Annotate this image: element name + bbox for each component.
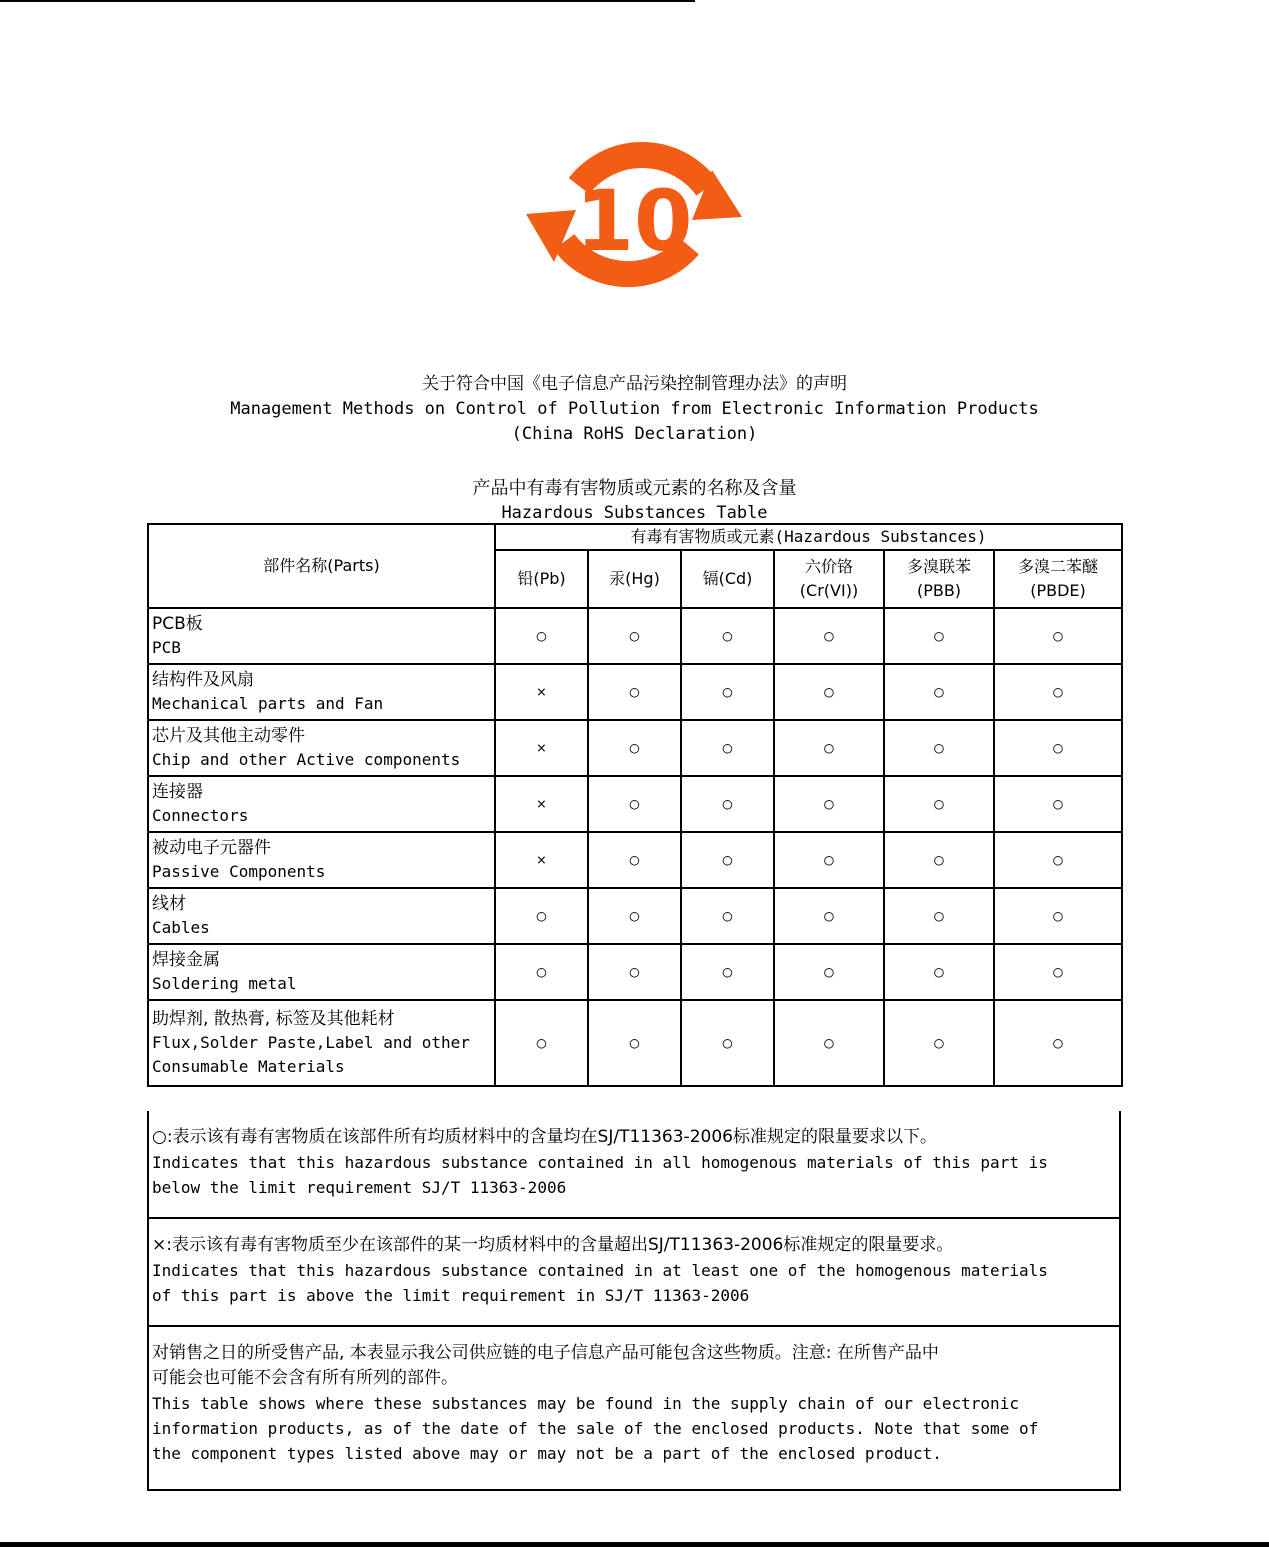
substance-header-5: [994, 550, 1122, 608]
substance-header-line1: 多溴联苯: [906, 557, 971, 576]
parts-column-header: 部件名称(Parts): [148, 524, 495, 608]
part-name-cn: 被动电子元器件: [152, 838, 271, 858]
note-supply-en-line2: information products, as of the date of the sale of the enclosed products. Note that some of: [152, 1419, 1039, 1438]
substance-mark: ×: [495, 832, 588, 888]
substance-header-3: [774, 550, 884, 608]
title-english: Management Methods on Control of Pollution from Electronic Information Products: [230, 399, 1039, 419]
substance-header-1: [588, 550, 681, 608]
substance-mark: ○: [588, 776, 681, 832]
logo-number: 10: [575, 172, 693, 270]
substance-mark: ○: [681, 832, 774, 888]
substance-mark: ○: [774, 888, 884, 944]
substance-mark: ○: [774, 664, 884, 720]
substance-header-line1: 铅(Pb): [517, 569, 566, 588]
substance-mark: ○: [588, 944, 681, 1000]
note-circle-en-line1: Indicates that this hazardous substance contained in all homogenous materials of this part is: [152, 1153, 1048, 1172]
substance-mark: ○: [994, 888, 1122, 944]
substance-header-4: [884, 550, 994, 608]
table-row: [148, 1000, 1122, 1086]
part-name-cell: [148, 720, 495, 776]
table-row: [148, 608, 1122, 664]
substance-mark: ○: [588, 664, 681, 720]
substance-mark: ○: [884, 776, 994, 832]
notes-section: [147, 1111, 1121, 1491]
table-row: [148, 888, 1122, 944]
substance-header-line2: (PBDE): [1030, 581, 1086, 600]
substance-header-line1: 六价铬: [804, 557, 853, 576]
note-cross-legend: [149, 1217, 1119, 1325]
substance-mark: ○: [774, 720, 884, 776]
substance-header-line1: 汞(Hg): [609, 569, 660, 588]
part-name-cn: 结构件及风扇: [152, 670, 254, 690]
substances-group-header: 有毒有害物质或元素(Hazardous Substances): [495, 524, 1122, 550]
substance-mark: ○: [994, 1000, 1122, 1086]
substance-mark: ○: [774, 1000, 884, 1086]
substance-mark: ○: [884, 888, 994, 944]
table-row: [148, 776, 1122, 832]
table-row: [148, 944, 1122, 1000]
title-chinese: 关于符合中国《电子信息产品污染控制管理办法》的声明: [422, 374, 847, 394]
substance-header-2: [681, 550, 774, 608]
note-circle-legend: [149, 1111, 1119, 1217]
substance-mark: ○: [884, 608, 994, 664]
part-name-cn: 助焊剂, 散热膏, 标签及其他耗材: [152, 1009, 395, 1029]
part-name-cn: 线材: [152, 894, 186, 914]
part-name-cn: 焊接金属: [152, 950, 220, 970]
table-row: [148, 720, 1122, 776]
note-cross-cn: ×:表示该有毒有害物质至少在该部件的某一均质材料中的含量超出SJ/T11363-2006标准规定的限量要求。: [152, 1235, 954, 1255]
part-name-en: PCB: [152, 638, 181, 657]
subtitle-english: (China RoHS Declaration): [511, 424, 758, 444]
substance-mark: ○: [495, 1000, 588, 1086]
substance-mark: ○: [588, 1000, 681, 1086]
part-name-cell: [148, 944, 495, 1000]
note-cross-en-line2: of this part is above the limit requirement in SJ/T 11363-2006: [152, 1286, 750, 1305]
substance-mark: ○: [495, 888, 588, 944]
substance-mark: ○: [681, 776, 774, 832]
rohs-10-year-logo: [524, 122, 744, 308]
substance-mark: ○: [774, 776, 884, 832]
note-supply-en-line3: the component types listed above may or may not be a part of the enclosed product.: [152, 1444, 942, 1463]
substance-mark: ×: [495, 776, 588, 832]
substance-mark: ○: [994, 720, 1122, 776]
substance-mark: ○: [681, 608, 774, 664]
part-name-en: Passive Components: [152, 862, 326, 881]
substance-mark: ○: [884, 720, 994, 776]
substance-header-line2: (PBB): [916, 581, 962, 600]
recycle-arrows-icon: [524, 122, 744, 308]
part-name-en: Chip and other Active components: [152, 750, 461, 769]
substance-header-line2: (Cr(VI)): [799, 581, 859, 600]
substance-mark: ○: [884, 944, 994, 1000]
note-supply-cn-line1: 对销售之日的所受售产品, 本表显示我公司供应链的电子信息产品可能包含这些物质。注意: 在所售产品中: [152, 1343, 939, 1363]
note-circle-en-line2: below the limit requirement SJ/T 11363-2006: [152, 1178, 567, 1197]
note-circle-cn: ○:表示该有毒有害物质在该部件所有均质材料中的含量均在SJ/T11363-2006标准规定的限量要求以下。: [152, 1127, 937, 1147]
note-supply-chain: [149, 1325, 1119, 1489]
substance-mark: ○: [588, 888, 681, 944]
substance-mark: ○: [774, 944, 884, 1000]
substance-mark: ○: [588, 832, 681, 888]
part-name-cell: [148, 608, 495, 664]
substance-mark: ○: [884, 832, 994, 888]
part-name-cell: [148, 832, 495, 888]
top-rule: [0, 0, 695, 2]
part-name-cell: [148, 664, 495, 720]
substance-mark: ○: [774, 608, 884, 664]
substance-mark: ○: [994, 944, 1122, 1000]
part-name-en: Connectors: [152, 806, 249, 825]
part-name-cell: [148, 1000, 495, 1086]
part-name-en: Cables: [152, 918, 210, 937]
substance-mark: ○: [994, 776, 1122, 832]
substance-mark: ○: [681, 1000, 774, 1086]
substance-header-line1: 多溴二苯醚: [1017, 557, 1098, 576]
table-body: [148, 608, 1122, 1086]
part-name-cn: 芯片及其他主动零件: [152, 726, 305, 746]
part-name-en: Soldering metal: [152, 974, 297, 993]
substance-mark: ×: [495, 664, 588, 720]
part-name-en: Consumable Materials: [152, 1057, 345, 1076]
bottom-rule: [0, 1542, 1269, 1547]
substance-mark: ○: [588, 608, 681, 664]
part-name-cn: PCB板: [152, 614, 203, 634]
substance-mark: ○: [495, 608, 588, 664]
substance-mark: ×: [495, 720, 588, 776]
note-supply-cn-line2: 可能会也可能不会含有所有所列的部件。: [152, 1368, 458, 1388]
note-supply-en-line1: This table shows where these substances may be found in the supply chain of our electronic: [152, 1394, 1019, 1413]
substance-mark: ○: [681, 944, 774, 1000]
table-title-english: Hazardous Substances Table: [501, 503, 768, 523]
substance-mark: ○: [495, 944, 588, 1000]
substance-mark: ○: [994, 832, 1122, 888]
part-name-cell: [148, 776, 495, 832]
substance-mark: ○: [884, 1000, 994, 1086]
substance-mark: ○: [681, 664, 774, 720]
part-name-cell: [148, 888, 495, 944]
substance-mark: ○: [994, 664, 1122, 720]
substance-mark: ○: [588, 720, 681, 776]
hazardous-substances-table: [147, 523, 1123, 1087]
substance-mark: ○: [884, 664, 994, 720]
table-row: [148, 832, 1122, 888]
note-cross-en-line1: Indicates that this hazardous substance contained in at least one of the homogenous materials: [152, 1261, 1048, 1280]
table-row: [148, 664, 1122, 720]
substance-mark: ○: [994, 608, 1122, 664]
part-name-cn: 连接器: [152, 782, 203, 802]
substance-mark: ○: [774, 832, 884, 888]
substance-header-line1: 镉(Cd): [702, 569, 753, 588]
substance-mark: ○: [681, 720, 774, 776]
part-name-en: Mechanical parts and Fan: [152, 694, 384, 713]
table-title-chinese: 产品中有毒有害物质或元素的名称及含量: [472, 478, 797, 499]
substance-header-0: [495, 550, 588, 608]
part-name-en: Flux,Solder Paste,Label and other: [152, 1033, 470, 1052]
substance-mark: ○: [681, 888, 774, 944]
